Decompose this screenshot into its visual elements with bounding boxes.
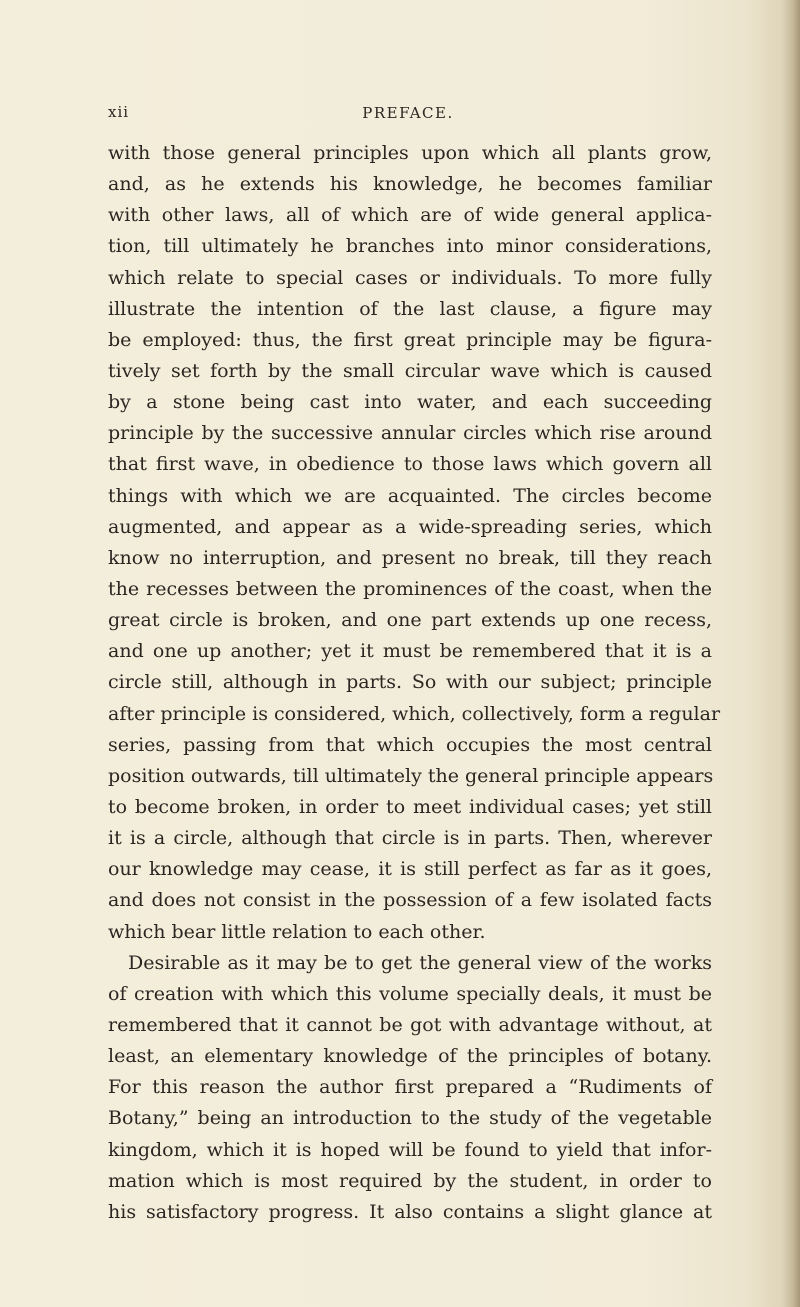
text-line: that first wave, in obedience to those laws which govern all [108,453,712,476]
text-line: tively set forth by the small circular wave which is caused [108,359,712,382]
text-line: series, passing from that which occupies the most central [108,733,712,756]
text-line: Botany,” being an introduction to the study of the vegetable [108,1107,712,1130]
text-line: by a stone being cast into water, and each succeeding [108,391,712,414]
text-line: his satisfactory progress. It also contains a slight glance at [108,1200,712,1223]
text-line: of creation with which this volume specially deals, it must be [108,982,712,1005]
text-line: things with which we are acquainted. The circles become [108,484,712,507]
text-line: know no interruption, and present no break, till they reach [108,546,712,569]
page-number: xii [108,103,130,121]
text-line: be employed: thus, the first great principle may be figura- [108,328,712,351]
text-line: after principle is considered, which, collectively, form a regular [108,702,721,725]
text-line: and does not consist in the possession of a few isolated facts [108,889,712,912]
text-line: principle by the successive annular circles which rise around [108,422,712,445]
text-line: with those general principles upon which all plants grow, [108,142,712,164]
text-line: and one up another; yet it must be remembered that it is a [108,640,712,663]
text-line: Desirable as it may be to get the general view of the works [128,951,712,974]
paragraph-2 [108,948,712,1228]
text-line: For this reason the author first prepared a “Rudiments of [108,1076,712,1099]
text-line: with other laws, all of which are of wide general applica- [108,204,712,227]
text-line: remembered that it cannot be got with advantage without, at [108,1013,712,1036]
text-line: to become broken, in order to meet individual cases; yet still [108,795,712,818]
paragraph-1 [108,138,721,948]
body-text [108,138,721,1228]
page-header [108,103,708,133]
text-line: great circle is broken, and one part extends up one recess, [108,609,712,632]
text-line: mation which is most required by the student, in order to [108,1169,712,1192]
text-line: circle still, although in parts. So with our subject; principle [108,671,712,694]
text-line: which relate to special cases or individuals. To more fully [108,266,712,289]
text-line: position outwards, till ultimately the general principle appears [108,764,714,787]
text-line: least, an elementary knowledge of the principles of botany. [108,1045,712,1068]
text-line: augmented, and appear as a wide-spreading series, which [108,515,712,538]
text-line: tion, till ultimately he branches into minor considerations, [108,235,712,258]
text-line: our knowledge may cease, it is still perfect as far as it goes, [108,858,712,881]
text-line: and, as he extends his knowledge, he becomes familiar [108,173,712,196]
text-line: illustrate the intention of the last clause, a figure may [108,297,712,320]
text-line: the recesses between the prominences of the coast, when the [108,577,712,600]
running-head: PREFACE. [362,104,454,122]
text-line: kingdom, which it is hoped will be found to yield that infor- [108,1138,712,1161]
text-line: it is a circle, although that circle is in parts. Then, wherever [108,827,712,850]
page-edge-shadow [782,0,800,1307]
text-line: which bear little relation to each other. [108,920,486,943]
